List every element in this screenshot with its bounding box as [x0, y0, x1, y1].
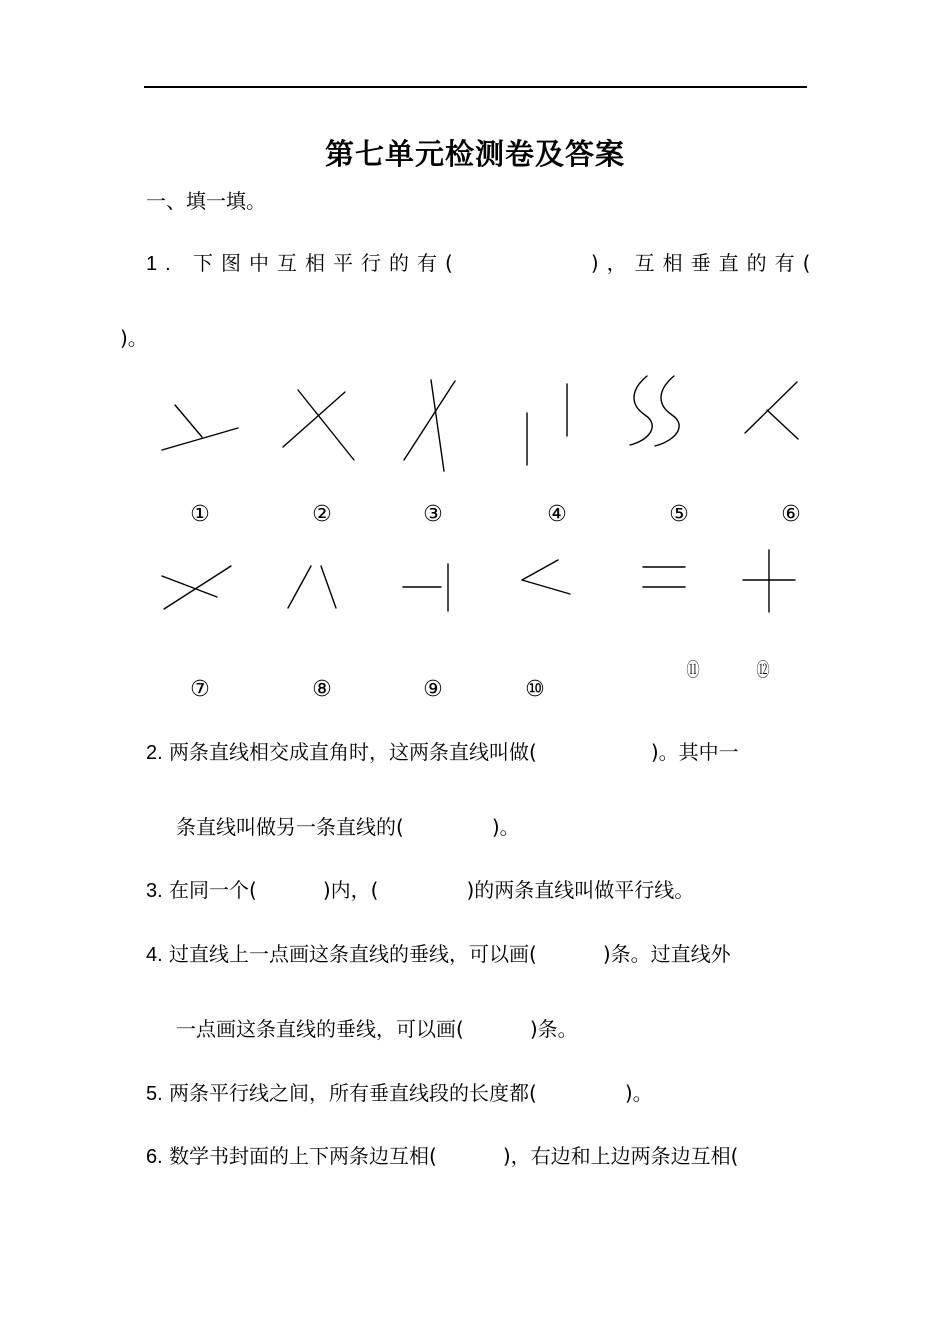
figure-label-2: ② [312, 502, 332, 527]
question-text: )。其中一 [650, 740, 739, 764]
question-number: 2. [146, 742, 163, 764]
question-number: 1. [146, 253, 179, 275]
question-number: 4. [146, 944, 163, 966]
figure-10 [522, 560, 570, 594]
question-5 [146, 1083, 653, 1104]
figure-8 [288, 566, 336, 608]
figure-label-6: ⑥ [781, 502, 801, 527]
question-4-line-1 [146, 944, 731, 965]
figure-label-4: ④ [547, 502, 567, 527]
question-text: )。 [624, 1081, 653, 1105]
figure-label-10: ⑩ [525, 677, 545, 702]
figure-label-3: ③ [423, 502, 443, 527]
question-2-line-2 [176, 817, 520, 837]
figure-label-8: ⑧ [312, 677, 332, 702]
question-text: )。 [491, 815, 520, 839]
figure-4 [527, 384, 567, 465]
question-3 [146, 880, 694, 901]
question-text: )条。过直线外 [602, 942, 731, 966]
question-text: )的两条直线叫做平行线。 [466, 878, 695, 902]
figure-label-5: ⑤ [669, 502, 689, 527]
question-text: 一点画这条直线的垂线，可以画( [176, 1017, 464, 1041]
question-2-line-1 [146, 742, 739, 763]
question-text: 数学书封面的上下两条边互相( [169, 1144, 437, 1168]
figure-11 [643, 567, 685, 587]
section-heading: 一、填一填。 [146, 189, 266, 213]
question-number: 5. [146, 1083, 163, 1105]
question-text: 过直线上一点画这条直线的垂线，可以画( [169, 942, 537, 966]
figure-7 [162, 566, 231, 609]
figure-label-1: ① [190, 502, 210, 527]
question-4-line-2 [176, 1019, 578, 1039]
question-text: 在同一个( [169, 878, 257, 902]
question-text: 两条平行线之间，所有垂直线段的长度都( [169, 1081, 537, 1105]
question-text: )，右边和上边两条边互相( [502, 1144, 739, 1168]
figure-5 [630, 376, 679, 446]
figure-6 [745, 382, 798, 439]
question-text: )，互相垂直的有( [590, 251, 819, 275]
figure-12 [743, 550, 795, 612]
figure-1 [162, 405, 238, 450]
figure-9 [403, 564, 448, 611]
question-text: )条。 [529, 1017, 578, 1041]
figure-label-11: ⑪ [686, 659, 700, 681]
question-number: 3. [146, 880, 163, 902]
page-title: 第七单元检测卷及答案 [324, 137, 625, 171]
figure-label-7: ⑦ [190, 677, 210, 702]
question-text: 下图中互相平行的有( [193, 251, 461, 275]
question-text: 条直线叫做另一条直线的( [176, 815, 404, 839]
figure-2 [283, 390, 354, 460]
question-text: 两条直线相交成直角时，这两条直线叫做( [169, 740, 537, 764]
question-number: 6. [146, 1146, 163, 1168]
figure-3 [404, 380, 455, 471]
figure-label-9: ⑨ [423, 677, 443, 702]
question-text: )内，( [322, 878, 379, 902]
figure-label-12: ⑫ [756, 659, 770, 681]
question-1-line-2: )。 [120, 326, 148, 350]
question-6 [146, 1146, 738, 1167]
